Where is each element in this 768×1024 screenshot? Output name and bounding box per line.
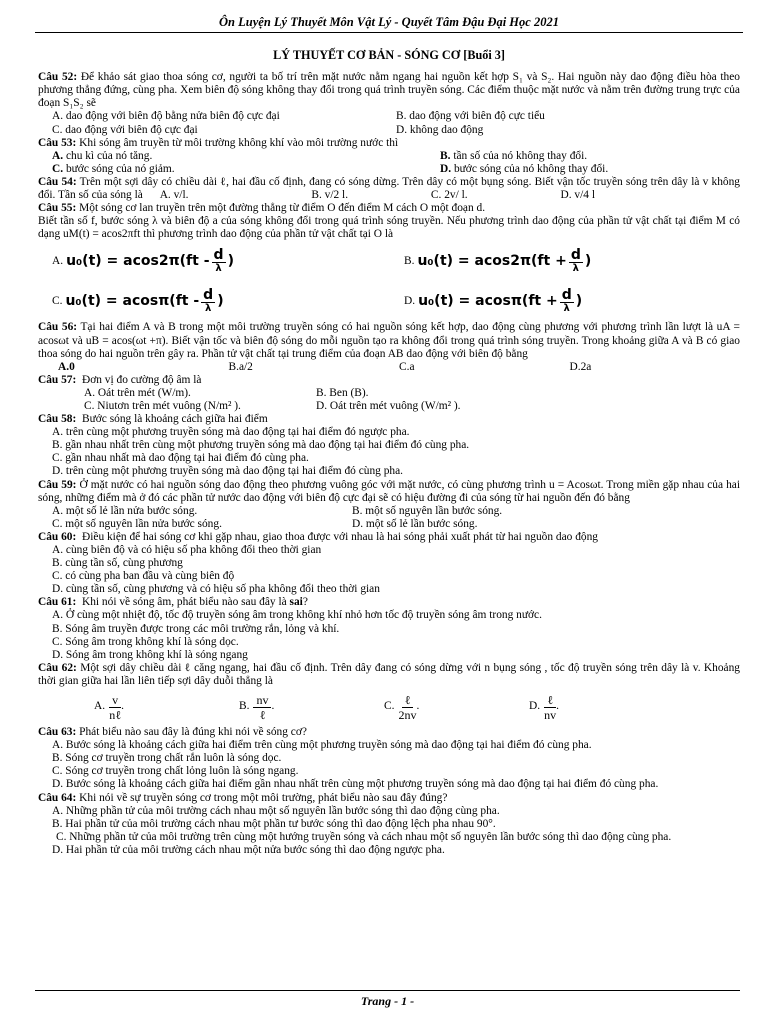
- option-a: A. v nℓ .: [94, 692, 124, 722]
- question-55-text: Biết tần số f, bước sóng λ và biên độ a của sóng không đổi trong quá trình sóng truyền. Nếu phương trình dao động của phần tử vật chất tại điểm M có dạng uM(t) = acos2πft thì phương trình dao động của phần tử vật chất tại O là: [38, 215, 740, 241]
- options-row: [38, 361, 740, 374]
- option-b: B. dao động với biên độ cực tiểu: [396, 110, 545, 123]
- question-62: [38, 662, 740, 688]
- emphasis-word: sai: [289, 596, 303, 609]
- options-row: [38, 150, 740, 163]
- question-number: Câu 58:: [38, 413, 77, 426]
- option-b: B. gần nhau nhất trên cùng một phương truyền sóng mà dao động tại hai điểm đó cùng pha.: [52, 439, 470, 452]
- option-b: B. nv ℓ .: [239, 692, 275, 722]
- option-a: A. cùng biên độ và có hiệu số pha không đổi theo thời gian: [52, 544, 322, 556]
- question-number: Câu 54:: [38, 175, 77, 188]
- option-c: C. bước sóng của nó giảm.: [52, 162, 175, 175]
- header-rule: [35, 32, 743, 33]
- question-55: [38, 202, 740, 215]
- option-b: B. cùng tần số, cùng phương: [52, 557, 183, 570]
- option-a: A. Bước sóng là khoảng cách giữa hai điểm trên cùng một phương truyền sóng mà dao động tại hai điểm đó cùng pha.: [52, 739, 592, 752]
- question-text: Bước sóng là khoảng cách giữa hai điểm: [82, 413, 268, 426]
- question-text: Một sóng cơ lan truyền trên một đường thẳng từ điểm O đến điểm M cách O một đoạn d.: [79, 202, 486, 215]
- options-row: [38, 163, 740, 176]
- option-b: B. Sóng âm truyền được trong các môi trường rắn, lỏng và khí.: [52, 622, 340, 635]
- document-page: [38, 10, 740, 857]
- page-header: Ôn Luyện Lý Thuyết Môn Vật Lý - Quyết Tâm Đậu Đại Học 2021: [219, 15, 559, 29]
- option-d: D. bước sóng của nó không thay đổi.: [440, 162, 609, 175]
- option-d: D. một số lẻ lần bước sóng.: [352, 517, 478, 530]
- options-row: [38, 688, 740, 726]
- option-a: A. Ở cùng một nhiệt độ, tốc độ truyền sóng âm trong không khí nhỏ hơn tốc độ truyền sóng âm trong nước.: [52, 609, 542, 622]
- option-d: D. u₀(t) = acosπ(ft + $\frac{d}{\lambda}$ ): [404, 286, 583, 314]
- option-c: C. Những phần tử của môi trường trên cùng một hướng truyền sóng và cách nhau một số nguyên lần bước sóng thì dao động cùng pha.: [56, 830, 672, 843]
- option-a: A. chu kì của nó tăng.: [52, 149, 153, 162]
- option-b: B. v/2 l.: [311, 189, 349, 202]
- question-text: Điều kiện để hai sóng cơ khi gặp nhau, giao thoa được với nhau là hai sóng phải xuất phát từ hai nguồn dao động: [82, 530, 598, 543]
- question-57: [38, 374, 740, 387]
- option-b: B. một số nguyên lần bước sóng.: [352, 504, 503, 517]
- formula-row: [38, 281, 740, 321]
- question-number: Câu 64:: [38, 791, 77, 804]
- option-a: A. u₀(t) = acos2π(ft - $\frac{d}{\lambda}$ ): [52, 246, 234, 274]
- question-number: Câu 60:: [38, 530, 77, 543]
- option-b: B. Sóng cơ truyền trong chất rắn luôn là sóng dọc.: [52, 752, 282, 765]
- option-b: B. Ben (B).: [316, 386, 369, 399]
- options-row: [38, 518, 740, 531]
- option-d: D. trên cùng một phương truyền sóng mà dao động tại hai điểm đó cùng pha.: [52, 465, 404, 478]
- question-54: [38, 176, 740, 202]
- option-a: A. trên cùng một phương truyền sóng mà dao động tại hai điểm đó ngược pha.: [52, 426, 410, 439]
- question-number: Câu 53:: [38, 136, 77, 149]
- option-c: C.a: [399, 360, 415, 373]
- question-52: [38, 71, 740, 110]
- question-number: Câu 59:: [38, 478, 77, 491]
- question-53: [38, 137, 740, 150]
- question-63: [38, 726, 740, 739]
- option-b: B.a/2: [228, 360, 253, 373]
- option-d: D. ℓ nv .: [529, 692, 559, 722]
- option-d: D. Oát trên mét vuông (W/m² ).: [316, 399, 461, 412]
- question-number: Câu 55:: [38, 202, 77, 215]
- option-b: B. u₀(t) = acos2π(ft + $\frac{d}{\lambda}$ ): [404, 246, 592, 274]
- option-c: C. Niutơn trên mét vuông (N/m² ).: [84, 399, 241, 412]
- option-d: D. Bước sóng là khoảng cách giữa hai điểm gần nhau nhất trên cùng một phương truyền sóng mà dao động tại hai điểm đó cùng pha.: [52, 778, 659, 791]
- question-number: Câu 62:: [38, 661, 77, 674]
- option-c: C. 2v/ l.: [430, 189, 468, 202]
- options-row: [38, 387, 740, 400]
- document-title: LÝ THUYẾT CƠ BẢN - SÓNG CƠ [Buổi 3]: [273, 48, 505, 63]
- question-56: [38, 321, 740, 360]
- option-d: D. v/4 l: [560, 189, 595, 202]
- question-number: Câu 63:: [38, 726, 77, 739]
- question-text: Một sợi dây chiều dài ℓ căng ngang, hai đầu cố định. Trên dây đang có sóng dừng với n bụng sóng , tốc độ truyền sóng trên dây là v. Khoảng thời gian giữa hai lần liên tiếp sợi dây duỗi thẳng là: [38, 661, 740, 687]
- option-a: A. v/l.: [159, 189, 189, 202]
- question-number: Câu 56:: [38, 321, 78, 334]
- option-c: C. Sóng âm trong không khí là sóng dọc.: [52, 635, 239, 648]
- option-d: D. cùng tần số, cùng phương và có hiệu số pha không đổi theo thời gian: [52, 583, 380, 596]
- option-b: B. tần số của nó không thay đổi.: [440, 149, 588, 162]
- question-text: Khi sóng âm truyền từ môi trường không khí vào môi trường nước thì: [79, 136, 399, 149]
- option-d: D. không dao động: [396, 123, 484, 136]
- question-text: Khi nói về sự truyền sóng cơ trong một môi trường, phát biểu nào sau đây đúng?: [79, 791, 448, 804]
- option-a: A. dao động với biên độ bằng nửa biên độ cực đại: [52, 110, 280, 123]
- question-text: Để khảo sát giao thoa sóng cơ, người ta bố trí trên mặt nước nằm ngang hai nguồn kết hợp S₁ và S₂. Hai nguồn này dao động điều hòa theo phương thẳng đứng, cùng pha. Xem biên độ sóng không thay đổi trong quá trình truyền sóng. Các điểm thuộc mặt nước và nằm trên đường trung trực của đoạn S₁S₂ sẽ: [38, 71, 740, 110]
- options-row: [38, 505, 740, 518]
- option-c: C. dao động với biên độ cực đại: [52, 123, 198, 136]
- formula-row: [38, 241, 740, 281]
- question-text: Phát biểu nào sau đây là đúng khi nói về sóng cơ?: [79, 726, 307, 739]
- page-footer: Trang - 1 -: [35, 990, 740, 1009]
- option-a: A. Những phần tử của môi trường cách nhau một số nguyên lần bước sóng thì dao động cùng pha.: [52, 804, 500, 817]
- question-text: Ở mặt nước có hai nguồn sóng dao động theo phương vuông góc với mặt nước, có cùng phương trình u = Acosωt. Trong miền gặp nhau của hai sóng, những điểm mà ở đó các phần tử nước dao động với biên độ cực đại sẽ có hiệu đường đi của sóng từ hai nguồn đến đó bằng: [38, 478, 740, 504]
- option-d: D. Sóng âm trong không khí là sóng ngang: [52, 648, 248, 661]
- question-number: Câu 57:: [38, 373, 77, 386]
- option-a: A. một số lẻ lần nửa bước sóng.: [52, 504, 198, 517]
- question-number: Câu 61:: [38, 596, 77, 609]
- option-c: C. Sóng cơ truyền trong chất lỏng luôn là sóng ngang.: [52, 765, 299, 778]
- options-row: [38, 400, 740, 413]
- question-text: Trên một sợi dây có chiều dài ℓ, hai đầu cố định, đang có sóng dừng. Trên dây có một bụng sóng. Biết vận tốc truyền sóng trên dây là v không đổi. Tần số của sóng là: [38, 175, 740, 202]
- option-a: A. Oát trên mét (W/m).: [84, 386, 191, 399]
- options-row: [38, 124, 740, 137]
- option-a: A.0: [58, 360, 75, 373]
- option-c: C. một số nguyên lần nửa bước sóng.: [52, 517, 222, 530]
- question-text: Khi nói về sóng âm, phát biểu nào sau đây là: [82, 596, 287, 609]
- option-d: D. Hai phần tử của môi trường cách nhau một nửa bước sóng thì dao động ngược pha.: [52, 843, 445, 856]
- question-number: Câu 52:: [38, 71, 78, 84]
- option-c: C. gần nhau nhất mà dao động tại hai điểm đó cùng pha.: [52, 452, 309, 465]
- option-c: C. có cùng pha ban đầu và cùng biên độ: [52, 570, 235, 583]
- question-text: Đơn vị đo cường độ âm là: [82, 373, 202, 386]
- question-text: Tại hai điểm A và B trong một môi trường truyền sóng có hai nguồn sóng kết hợp, dao động cùng phương với phương trình lần lượt là uA = acosωt và uB = acos(ωt +π). Biết vận tốc và biên độ sóng do mỗi nguồn tạo ra không đổi trong quá trình sóng truyền. Trong khoảng giữa A và B có giao thoa sóng do hai nguồn trên gây ra. Phần tử vật chất tại trung điểm của đoạn AB dao động với biên độ bằng: [38, 321, 740, 360]
- option-d: D.2a: [569, 360, 592, 373]
- question-59: [38, 479, 740, 505]
- option-c: C. u₀(t) = acosπ(ft - $\frac{d}{\lambda}$ ): [52, 286, 224, 314]
- question-64: [38, 792, 740, 805]
- options-row: [38, 110, 740, 123]
- question-60: [38, 531, 740, 544]
- question-58: [38, 413, 740, 426]
- question-61: Câu 61: Khi nói về sóng âm, phát biểu nào sau đây là sai?: [38, 596, 308, 609]
- option-b: B. Hai phần tử của môi trường cách nhau một phần tư bước sóng thì dao động lệch pha nhau 90°.: [52, 817, 496, 830]
- option-c: C. ℓ 2nv .: [384, 692, 420, 722]
